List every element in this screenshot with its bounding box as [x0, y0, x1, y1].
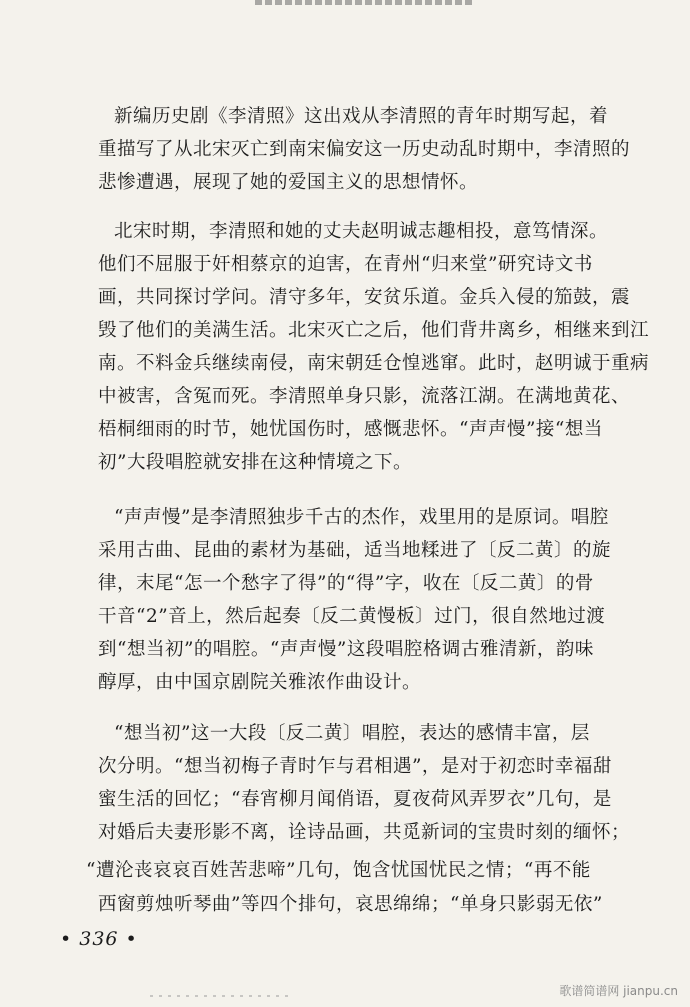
text-line: 画，共同探讨学问。清守多年，安贫乐道。金兵入侵的笳鼓，震: [98, 287, 631, 308]
scan-artifact-dots: [150, 995, 290, 997]
text-line: “遭沦丧哀哀百姓苦悲啼”几句，饱含忧国忧民之情；“再不能: [86, 860, 591, 881]
text-line: 毁了他们的美满生活。北宋灭亡之后，他们背井离乡，相继来到江: [98, 320, 650, 341]
text-line: 蜜生活的回忆；“春宵柳月闻俏语，夏夜荷风弄罗衣”几句，是: [98, 789, 612, 810]
text-line: 采用古曲、昆曲的素材为基础，适当地糅进了〔反二黄〕的旋: [98, 540, 612, 561]
text-line: “想当初”这一大段〔反二黄〕唱腔，表达的感情丰富，层: [114, 723, 590, 744]
text-line: 次分明。“想当初梅子青时乍与君相遇”，是对于初恋时幸福甜: [98, 756, 612, 777]
text-line: 干音“2”音上，然后起奏〔反二黄慢板〕过门，很自然地过渡: [98, 606, 606, 627]
text-line: 北宋时期，李清照和她的丈夫赵明诚志趣相投，意笃情深。: [114, 221, 609, 242]
text-line: 对婚后夫妻形影不离，诠诗品画，共觅新词的宝贵时刻的缅怀；: [98, 822, 631, 843]
scan-header-rule: [255, 0, 475, 5]
text-line: 悲惨遭遇，展现了她的爱国主义的思想情怀。: [98, 172, 479, 193]
page-number: • 336 •: [60, 928, 138, 950]
text-line: “声声慢”是李清照独步千古的杰作，戏里用的是原词。唱腔: [114, 507, 609, 528]
text-line: 重描写了从北宋灭亡到南宋偏安这一历史动乱时期中，李清照的: [98, 139, 631, 160]
text-line: 南。不料金兵继续南侵，南宋朝廷仓惶逃窜。此时，赵明诚于重病: [98, 353, 650, 374]
text-line: 他们不屈服于奸相蔡京的迫害，在青州“归来堂”研究诗文书: [98, 254, 593, 275]
site-watermark: 歌谱简谱网 jianpu.cn: [559, 984, 678, 998]
text-line: 醇厚，由中国京剧院关雅浓作曲设计。: [98, 672, 422, 693]
text-line: 西窗剪烛听琴曲”等四个排句，哀思绵绵；“单身只影弱无依”: [98, 894, 603, 915]
text-line: 初”大段唱腔就安排在这种情境之下。: [98, 452, 412, 473]
text-line: 到“想当初”的唱腔。“声声慢”这段唱腔格调古雅清新，韵味: [98, 639, 594, 660]
text-line: 新编历史剧《李清照》这出戏从李清照的青年时期写起，着: [114, 106, 609, 127]
text-line: 律，末尾“怎一个愁字了得”的“得”字，收在〔反二黄〕的骨: [98, 573, 594, 594]
text-line: 梧桐细雨的时节，她忧国伤时，感慨悲怀。“声声慢”接“想当: [98, 419, 603, 440]
text-line: 中被害，含冤而死。李清照单身只影，流落江湖。在满地黄花、: [98, 386, 631, 407]
